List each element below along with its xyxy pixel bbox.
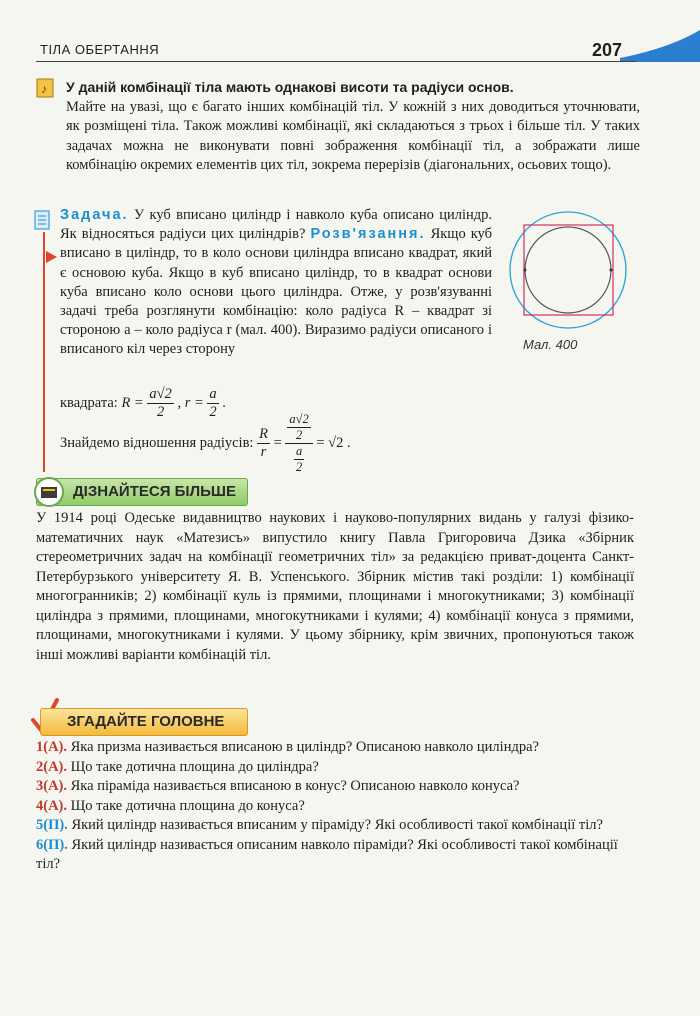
note-paragraph: Майте на увазі, що є багато інших комбінацій тіл. У кожній з них доводиться уточнювати, як розміщені тіла. Також можливі комбінації, які складаються з трьох і більше тіл. У таких задачах можна не виконувати повні зображення комбінації тіл, а зображати лише комбінацію окремих елементів цих тіл, зокрема перерізів (діагональних, осьових тощо). [66, 98, 640, 173]
header-divider [36, 61, 636, 62]
question-item [36, 777, 636, 797]
formula2-big-num-top: a√2 [289, 412, 309, 426]
formula1-num2: a [209, 386, 217, 402]
question-text: Яка піраміда називається вписаною в конус? Описаною навколо конуса? [70, 778, 520, 794]
formula1-den2: 2 [209, 404, 217, 420]
question-item [36, 758, 636, 778]
formula2-prefix: Знайдемо відношення радіусів: [60, 434, 254, 451]
formula1-end: . [222, 394, 226, 411]
question-item [36, 836, 636, 875]
question-text: Що таке дотична площина до циліндра? [70, 758, 319, 775]
formula2-frac [257, 426, 270, 461]
question-number: 1(А). [36, 739, 68, 755]
book-icon [33, 476, 65, 508]
formula2-num: R [259, 426, 268, 442]
formula2-big-den-den: 2 [295, 460, 303, 474]
question-number: 3(А). [36, 778, 68, 794]
learn-more-title: ДІЗНАЙТЕСЯ БІЛЬШЕ [73, 483, 236, 500]
formula-ratio: Знайдемо відношення радіусів: $\frac{R}{r}$ = $\frac{\frac{a√2}{2}}{\frac{a}{2}}$ = √2 . [60, 412, 351, 474]
recall-title: ЗГАДАЙТЕ ГОЛОВНЕ [67, 713, 225, 730]
formula2-big-num [285, 412, 312, 444]
formula1-prefix: квадрата: [60, 394, 118, 411]
question-item [36, 797, 636, 817]
question-text: Яка призма називається вписаною в циліндр? Описаною навколо циліндра? [70, 739, 539, 755]
solution-label: Розв'язання. [310, 226, 426, 243]
formula2-big-frac [285, 412, 312, 475]
question-number: 5(П). [36, 817, 68, 833]
recall-banner [40, 708, 248, 736]
figure-caption: Мал. 400 [523, 337, 578, 352]
learn-more-banner [36, 478, 248, 506]
note-icon [36, 78, 54, 98]
note-bold-line: У даній комбінації тіла мають однакові висоти та радіуси основ. [66, 79, 514, 95]
question-item [36, 738, 636, 758]
note-block [66, 78, 640, 176]
task-block [60, 206, 492, 360]
question-text: Що таке дотична площина до конуса? [70, 797, 305, 814]
questions-list [36, 738, 636, 875]
learn-more-text: У 1914 році Одеське видавництво наукових і науково-популярних видань у галузі фізико-математичних наук «Матезисъ» випустило книгу Павла Григоровича Дзика «Збірник стереометричних задач на комбінації геометричних тіл» за редакцією приват-доцента Санкт-Петербурзького університету Я. В. Успенського. Збірник містив такі розділи: 1) комбінації многогранників; 2) комбінації куль із прямими, площинами і многокутниками; 3) комбінації циліндра з прямими, площинами, многокутниками і кулями; 4) комбінації конуса з прямими, площинами, многокутниками і кулями. У цьому збірнику, крім звичних, пропонуються також інші можливі варіанти комбінацій тіл. [36, 510, 634, 663]
question-text: Який циліндр називається вписаним у піраміду? Які особливості такої комбінації тіл? [71, 817, 603, 833]
question-number: 6(П). [36, 836, 68, 853]
question-item [36, 816, 636, 836]
task-icon [34, 210, 52, 232]
formula2-big-den-top: a [295, 444, 303, 458]
formula2-big-den [285, 444, 312, 475]
task-label: Задача. [60, 207, 129, 223]
formula1-num: a√2 [149, 386, 172, 402]
page-number: 207 [592, 40, 623, 60]
question-number: 2(А). [36, 758, 68, 775]
task-text: У куб вписано циліндр і навколо куба описано циліндр. Як відносяться радіуси цих циліндрів? [60, 207, 492, 243]
solution-text: Якщо куб вписано в циліндр, то в коло основи циліндра вписано квадрат, який є основою куба. Якщо в куб вписано циліндр, то в квадрат основи куба вписано коло основи цього циліндра. Отже, у розв'язуванні задачі треба розглянути комбінацію: коло радіуса R – квадрат зі стороною a – коло радіуса r (мал. 400). Виразимо радіуси описаного і вписаного кіл через сторону [60, 226, 492, 358]
formula2-inner-top [287, 412, 310, 443]
formula1-den: 2 [156, 404, 165, 420]
question-number: 4(А). [36, 797, 68, 814]
formula2-den: r [260, 444, 267, 460]
question-text: Який циліндр називається описаним навколо піраміди? Які особливості такої комбінації тіл? [36, 836, 618, 872]
formula1-R: R = [121, 394, 144, 411]
formula2-big-num-den: 2 [295, 428, 303, 442]
formula2-result: = √2 . [316, 434, 351, 451]
formula2-inner-bottom [294, 444, 304, 475]
figure-400 [498, 208, 638, 338]
section-title: ТІЛА ОБЕРТАННЯ [40, 42, 160, 57]
formula1-r: , r = [177, 394, 204, 411]
solution-marker-icon [44, 250, 58, 264]
svg-text:♪: ♪ [41, 82, 47, 96]
task-rule [43, 232, 45, 472]
